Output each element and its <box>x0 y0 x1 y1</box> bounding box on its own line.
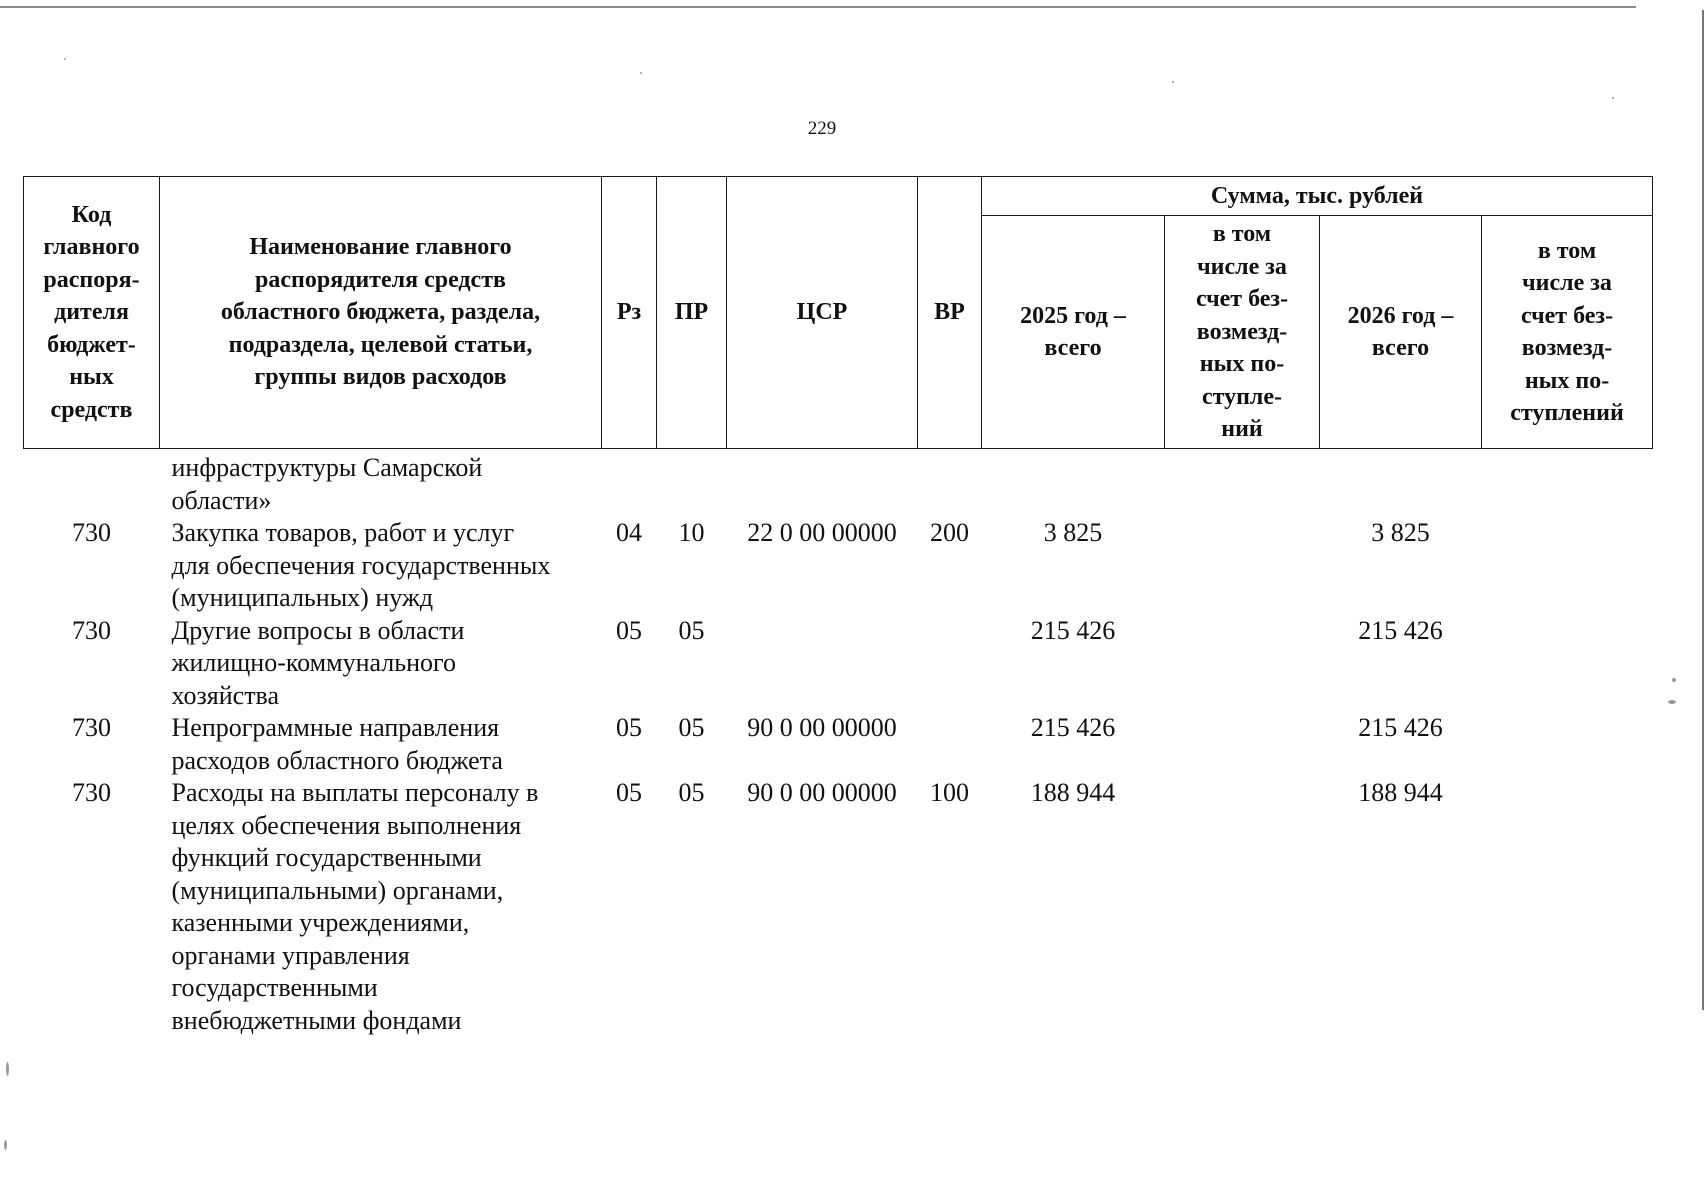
cell-csr: 90 0 00 00000 <box>747 778 897 807</box>
cell-2026-grants <box>1482 777 1653 1037</box>
cell-2025-grants <box>1165 712 1320 777</box>
header-2026-total-line: 2026 год – <box>1347 302 1454 329</box>
cell-csr <box>727 615 918 713</box>
cell-pr: 05 <box>678 713 705 742</box>
header-2026-total <box>1320 216 1482 449</box>
table-body <box>24 449 1653 1038</box>
cell-pr <box>657 449 727 518</box>
table-row <box>24 449 1653 518</box>
header-csr: ЦСР <box>727 177 918 449</box>
cell-name <box>160 517 602 615</box>
cell-code: 730 <box>72 615 111 645</box>
header-name-line: распорядителя средств <box>255 266 506 293</box>
cell-2025-total <box>982 449 1165 518</box>
table-row <box>24 777 1653 1037</box>
header-code-line: распоря- <box>43 266 140 293</box>
header-code-line: ных <box>69 364 114 391</box>
header-name-line: областного бюджета, раздела, <box>220 299 541 326</box>
cell-name-line: (муниципальных) нужд <box>171 583 434 612</box>
cell-pr: 05 <box>678 615 705 645</box>
cell-name <box>160 615 602 713</box>
cell-code: 730 <box>72 713 111 742</box>
header-name-line: подраздела, целевой статьи, <box>228 331 533 358</box>
cell-vr: 200 <box>930 518 969 547</box>
scan-speck <box>64 58 66 60</box>
header-name <box>160 177 602 449</box>
cell-name-line: органами управления <box>171 940 410 970</box>
cell-2026-grants <box>1482 712 1653 777</box>
header-2025-grants-line: ступле- <box>1201 383 1283 410</box>
cell-name-line: Закупка товаров, работ и услуг <box>171 518 515 547</box>
cell-code: 730 <box>72 518 111 547</box>
cell-vr <box>918 449 982 518</box>
header-code-line: главного <box>43 234 140 261</box>
cell-csr: 90 0 00 00000 <box>747 713 897 742</box>
cell-name-line: государственными <box>171 973 378 1002</box>
cell-2026-total: 215 426 <box>1358 615 1443 645</box>
cell-csr: 22 0 00 00000 <box>747 518 897 547</box>
cell-2025-total: 215 426 <box>1030 615 1116 645</box>
cell-2025-total: 188 944 <box>1030 778 1116 807</box>
header-name-line: группы видов расходов <box>254 364 507 391</box>
cell-name-line: расходов областного бюджета <box>171 745 503 775</box>
cell-name-line: для обеспечения государственных <box>171 550 551 580</box>
cell-name-line: внебюджетными фондами <box>171 1005 462 1035</box>
cell-rz: 05 <box>616 778 642 807</box>
table-row <box>24 615 1653 713</box>
header-2026-grants-line: числе за <box>1522 270 1612 296</box>
cell-2026-total: 188 944 <box>1358 778 1443 807</box>
cell-2026-total: 3 825 <box>1371 518 1430 547</box>
header-2025-total <box>982 216 1165 449</box>
scan-speck <box>6 1062 9 1076</box>
cell-name-line: Расходы на выплаты персоналу в <box>171 778 539 807</box>
scan-speck <box>1612 97 1614 99</box>
scan-speck <box>1668 700 1676 704</box>
cell-2025-grants <box>1165 777 1320 1037</box>
header-2025-grants-line: ний <box>1221 416 1263 443</box>
cell-name-line: жилищно-коммунального <box>171 648 457 677</box>
header-2025-grants-line: возмезд- <box>1196 318 1288 345</box>
header-name-line: Наименование главного <box>249 234 512 261</box>
cell-name-line: функций государственными <box>171 843 482 872</box>
scan-speck <box>4 1140 7 1150</box>
header-2025-total-line: всего <box>1044 335 1102 361</box>
cell-name <box>160 449 602 518</box>
cell-name-line: казенными учреждениями, <box>171 908 470 937</box>
cell-name <box>160 712 602 777</box>
header-2026-grants-line: возмезд- <box>1521 335 1613 361</box>
header-code-line: бюджет- <box>47 331 136 358</box>
header-code-line: дителя <box>54 299 129 326</box>
cell-2025-total: 215 426 <box>1030 713 1116 742</box>
budget-table <box>23 176 1653 1037</box>
header-2025-grants-line: в том <box>1212 221 1272 248</box>
cell-2025-total: 3 825 <box>1043 518 1103 547</box>
header-rz: Рз <box>602 177 657 449</box>
cell-2025-grants <box>1165 517 1320 615</box>
scan-speck <box>1672 678 1676 682</box>
cell-name-line: целях обеспечения выполнения <box>171 810 522 840</box>
cell-rz <box>602 449 657 518</box>
page-right-edge <box>1702 10 1704 1010</box>
header-code-line: средств <box>50 396 133 423</box>
cell-vr <box>918 615 982 713</box>
header-2026-grants-line: в том <box>1537 237 1597 264</box>
cell-code <box>24 449 160 518</box>
cell-name <box>160 777 602 1037</box>
cell-2026-total: 215 426 <box>1358 713 1443 742</box>
cell-2025-grants <box>1165 449 1320 518</box>
cell-name-line: Другие вопросы в области <box>171 615 465 645</box>
header-2025-grants-line: ных по- <box>1199 351 1285 378</box>
header-2026-grants-line: ступлений <box>1510 400 1624 426</box>
cell-code: 730 <box>72 778 111 807</box>
header-2026-grants-line: счет без- <box>1520 302 1614 329</box>
cell-2025-grants <box>1165 615 1320 713</box>
header-code <box>24 177 160 449</box>
cell-2026-grants <box>1482 517 1653 615</box>
cell-name-line: (муниципальными) органами, <box>171 875 504 905</box>
cell-2026-total <box>1320 449 1482 518</box>
table-row <box>24 712 1653 777</box>
header-2026-grants-line: ных по- <box>1524 367 1610 394</box>
table-header <box>24 177 1653 449</box>
cell-rz: 04 <box>616 518 642 547</box>
header-pr: ПР <box>657 177 727 449</box>
scan-speck <box>640 72 642 74</box>
cell-csr <box>727 449 918 518</box>
header-2026-grants <box>1482 216 1653 449</box>
cell-name-line: хозяйства <box>171 680 280 710</box>
cell-vr: 100 <box>930 778 969 807</box>
cell-pr: 05 <box>678 778 705 807</box>
cell-rz: 05 <box>616 615 642 645</box>
header-code-line: Код <box>71 201 112 228</box>
cell-vr <box>918 712 982 777</box>
page-number: 229 <box>807 118 837 139</box>
header-vr: ВР <box>918 177 982 449</box>
header-2026-total-line: всего <box>1371 335 1430 361</box>
scan-speck <box>1172 81 1174 83</box>
header-2025-grants-line: числе за <box>1197 253 1287 280</box>
header-2025-total-line: 2025 год – <box>1020 302 1126 329</box>
cell-pr: 10 <box>678 518 705 547</box>
table-row <box>24 517 1653 615</box>
header-2025-grants <box>1165 216 1320 449</box>
cell-name-line: Непрограммные направления <box>171 713 500 742</box>
cell-rz: 05 <box>616 713 642 742</box>
cell-2026-grants <box>1482 449 1653 518</box>
cell-name-line: инфраструктуры Самарской <box>171 453 483 482</box>
page-top-rule <box>0 6 1636 8</box>
cell-2026-grants <box>1482 615 1653 713</box>
cell-name-line: области» <box>171 485 272 515</box>
header-sum-group: Сумма, тыс. рублей <box>982 177 1653 216</box>
header-2025-grants-line: счет без- <box>1195 286 1289 313</box>
